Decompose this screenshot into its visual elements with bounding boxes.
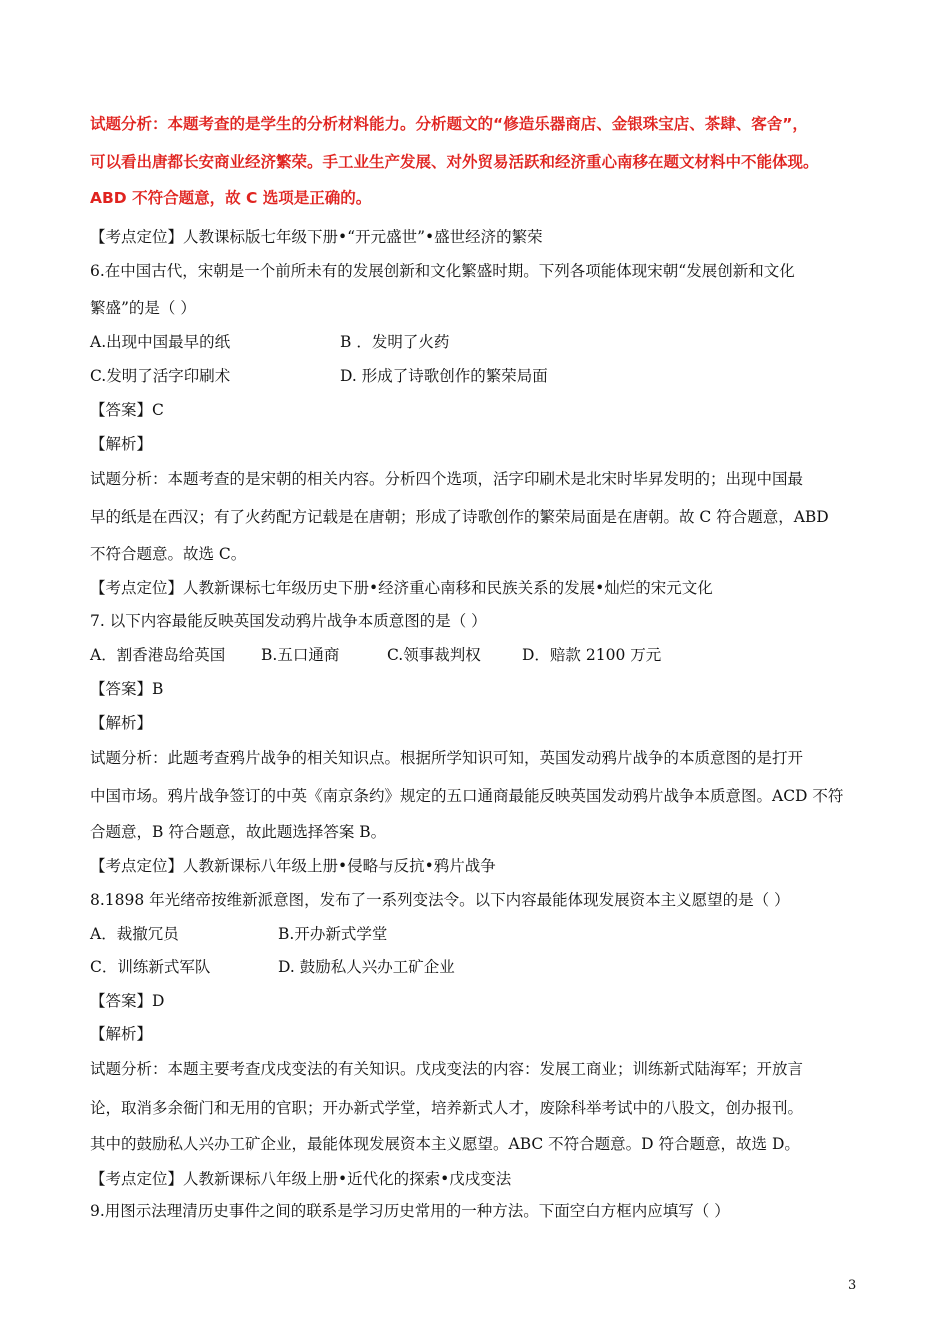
q6-analysis-line-2: 早的纸是在西汉；有了火药配方记载是在唐朝；形成了诗歌创作的繁荣局面是在唐朝。故 C 符合题意，ABD [90,508,829,526]
q6-option-b: B ．发明了火药 [340,333,450,351]
q5-analysis-line-2: 可以看出唐都长安商业经济繁荣。手工业生产发展、对外贸易活跃和经济重心南移在题文材料中不能体现。 [90,153,819,171]
q7-point: 【考点定位】人教新课标八年级上册•侵略与反抗•鸦片战争 [90,857,496,875]
q8-analysis-line-1: 试题分析：本题主要考查戊戌变法的有关知识。戊戌变法的内容：发展工商业；训练新式陆海军；开放言 [90,1060,804,1078]
q7-analysis-line-1: 试题分析：此题考查鸦片战争的相关知识点。根据所学知识可知，英国发动鸦片战争的本质意图的是打开 [90,749,804,767]
q6-option-c: C.发明了活字印刷术 [90,367,231,385]
q8-option-a: A．裁撤冗员 [90,925,179,943]
q9-stem: 9.用图示法理清历史事件之间的联系是学习历史常用的一种方法。下面空白方框内应填写（ ） [90,1202,730,1220]
q6-option-a: A.出现中国最早的纸 [90,333,231,351]
q8-answer: 【答案】D [90,992,165,1010]
q8-analysis-label: 【解析】 [90,1025,153,1043]
q6-analysis-label: 【解析】 [90,435,153,453]
q8-analysis-line-2: 论，取消多余衙门和无用的官职；开办新式学堂，培养新式人才，废除科举考试中的八股文，创办报刊。 [90,1099,804,1117]
q6-answer: 【答案】C [90,401,164,419]
q6-point: 【考点定位】人教新课标七年级历史下册•经济重心南移和民族关系的发展•灿烂的宋元文化 [90,579,713,597]
q6-stem-line-2: 繁盛”的是（ ） [90,299,196,317]
q8-option-c: C．训练新式军队 [90,958,211,976]
q8-point: 【考点定位】人教新课标八年级上册•近代化的探索•戊戌变法 [90,1170,512,1188]
q7-analysis-label: 【解析】 [90,714,153,732]
q6-analysis-line-3: 不符合题意。故选 C。 [90,545,247,563]
q8-stem: 8.1898 年光绪帝按维新派意图，发布了一系列变法令。以下内容最能体现发展资本主义愿望的是（ ） [90,891,790,909]
q6-stem-line-1: 6.在中国古代，宋朝是一个前所未有的发展创新和文化繁盛时期。下列各项能体现宋朝“发展创新和文化 [90,262,795,280]
q7-analysis-line-2: 中国市场。鸦片战争签订的中英《南京条约》规定的五口通商最能反映英国发动鸦片战争本质意图。ACD 不符 [90,787,844,805]
q7-analysis-line-3: 合题意，B 符合题意，故此题选择答案 B。 [90,823,387,841]
q6-analysis-line-1: 试题分析：本题考查的是宋朝的相关内容。分析四个选项，活字印刷术是北宋时毕昇发明的；出现中国最 [90,470,804,488]
q8-option-d: D. 鼓励私人兴办工矿企业 [278,958,455,976]
q5-point: 【考点定位】人教课标版七年级下册•“开元盛世”•盛世经济的繁荣 [90,228,543,246]
page-number: 3 [848,1278,857,1293]
q7-option-c: C.领事裁判权 [387,646,481,664]
q5-analysis-line-3: ABD 不符合题意，故 C 选项是正确的。 [90,189,372,207]
q7-option-b: B.五口通商 [261,646,340,664]
q6-option-d: D. 形成了诗歌创作的繁荣局面 [340,367,548,385]
q7-option-a: A．割香港岛给英国 [90,646,226,664]
q7-stem: 7. 以下内容最能反映英国发动鸦片战争本质意图的是（ ） [90,612,487,630]
q8-option-b: B.开办新式学堂 [278,925,388,943]
q7-option-d: D．赔款 2100 万元 [522,646,662,664]
q8-analysis-line-3: 其中的鼓励私人兴办工矿企业，最能体现发展资本主义愿望。ABC 不符合题意。D 符合题意，故选 D。 [90,1135,800,1153]
q7-answer: 【答案】B [90,680,164,698]
q5-analysis-line-1: 试题分析：本题考查的是学生的分析材料能力。分析题文的“修造乐器商店、金银珠宝店、茶肆、客舍”， [90,115,808,133]
